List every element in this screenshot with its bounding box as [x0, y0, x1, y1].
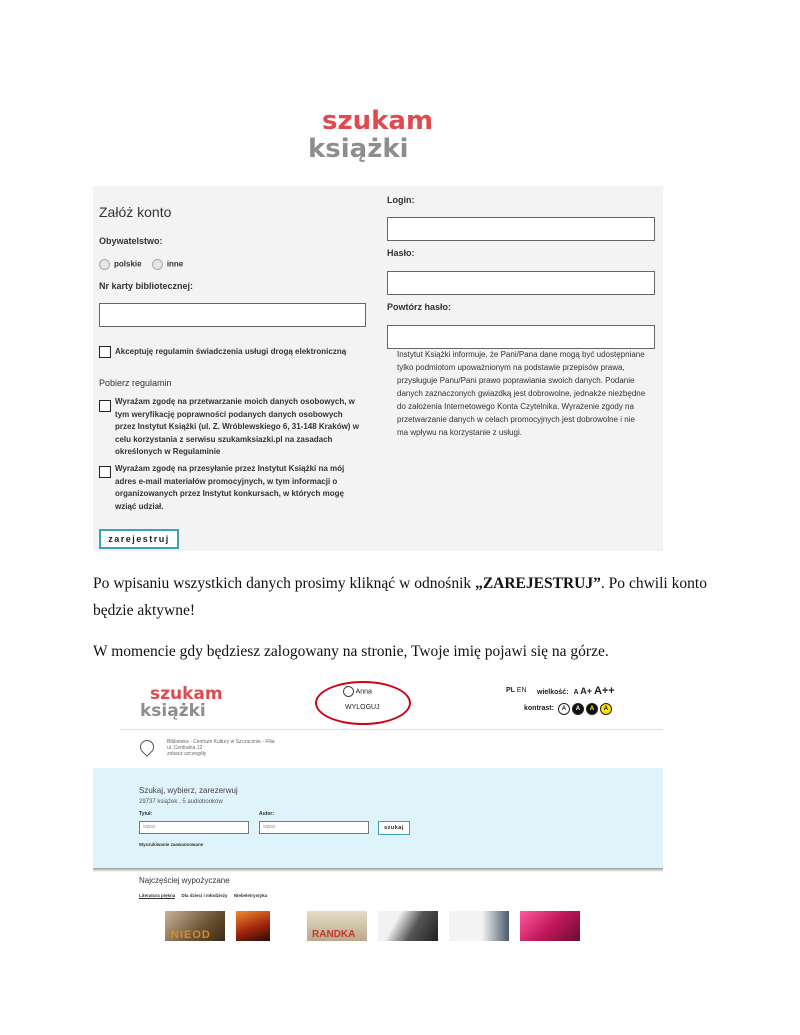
radio-polish-label: polskie	[114, 259, 142, 269]
contrast-black-yellow[interactable]: A	[586, 703, 598, 715]
highlight-circle	[315, 681, 411, 725]
login-label: Login:	[387, 195, 415, 205]
repeat-password-input[interactable]	[387, 325, 655, 349]
logout-link[interactable]: WYLOGUJ	[345, 704, 380, 711]
download-terms-link[interactable]: Pobierz regulamin	[99, 378, 172, 388]
advanced-search-link[interactable]: Wyszukiwanie zaawansowane	[139, 842, 204, 847]
search-button[interactable]: szukaj	[378, 821, 410, 835]
book-cover-6[interactable]	[520, 911, 580, 941]
password-input[interactable]	[387, 271, 655, 295]
font-size-controls	[537, 685, 615, 697]
library-address: ul. Centralna 12	[167, 745, 203, 751]
accept-terms-label: Akceptuję regulamin świadczenia usługi drogą elektroniczną	[115, 347, 347, 356]
search-title: Szukaj, wybierz, zarezerwuj	[139, 786, 238, 795]
accept-terms-checkbox[interactable]	[99, 346, 111, 358]
most-borrowed-tabs	[139, 893, 267, 898]
title-search-input[interactable]: wpisz	[139, 821, 249, 834]
font-size-label: wielkość:	[537, 689, 569, 696]
radio-other-label: inne	[166, 259, 184, 269]
password-label: Hasło:	[387, 248, 415, 258]
book-cover-3-title: RANDKA	[312, 929, 356, 940]
consent-marketing-checkbox[interactable]	[99, 466, 111, 478]
consent-data-label: Wyrażam zgodę na przetwarzanie moich danych osobowych, w tym weryfikację poprawności podanych danych osobowych przez Instytut Książki (ul. Z. Wróblewskiego 6, 31-148 Kraków) w celu korzystania z serwisu szukamksiazki.pl na zasadach określonych w Regulaminie	[115, 397, 359, 456]
citizenship-radios	[99, 259, 183, 270]
author-search-input[interactable]: wpisz	[259, 821, 369, 834]
card-number-label: Nr karty bibliotecznej:	[99, 281, 194, 291]
header-logo	[140, 686, 223, 720]
logged-in-paragraph: W momencie gdy będziesz zalogowany na stronie, Twoje imię pojawi się na górze.	[93, 643, 609, 660]
user-name: Anna	[355, 688, 372, 696]
book-cover-5[interactable]	[449, 911, 509, 941]
register-form-screenshot	[93, 186, 663, 551]
language-switch	[506, 687, 527, 694]
book-cover-1[interactable]	[165, 911, 225, 941]
consent-marketing-label: Wyrażam zgodę na przesyłanie przez Instytut Książki na mój adres e-mail materiałów promocyjnych, w tym informacji o organizowanych przez Instytut konkursach, w których mogę wziąć udział.	[115, 464, 345, 511]
title-label: Tytuł:	[139, 811, 153, 817]
collection-count: 29737 książek , 5 audiobooków	[139, 799, 223, 805]
register-button[interactable]: zarejestruj	[99, 529, 179, 549]
author-label: Autor:	[259, 811, 274, 817]
book-cover-2[interactable]	[236, 911, 270, 941]
radio-other[interactable]	[152, 259, 163, 270]
library-details-link[interactable]: zobacz szczegóły	[167, 751, 207, 757]
book-cover-1-title: NIEOD	[171, 929, 211, 941]
search-panel-shadow	[93, 868, 663, 872]
logo-line1: szukam	[322, 106, 434, 136]
library-name: Biblioteka - Centrum Kultury w Szczucznie - Filia	[167, 739, 275, 745]
tab-nonfiction[interactable]: Niebeletrystyka	[233, 893, 268, 898]
instruction-bold: „ZAREJESTRUJ”	[475, 575, 601, 592]
header-logo-line1: szukam	[150, 684, 223, 704]
instruction-text-a: Po wpisaniu wszystkich danych prosimy kliknąć w odnośnik	[93, 575, 476, 592]
most-borrowed-heading: Najczęściej wypożyczane	[139, 876, 230, 885]
header-divider	[120, 729, 663, 730]
consent-data-checkbox[interactable]	[99, 400, 111, 412]
tab-fiction[interactable]: Literatura piękna	[139, 893, 176, 898]
szukam-ksiazki-logo	[308, 108, 433, 162]
book-cover-4[interactable]	[378, 911, 438, 941]
search-panel	[93, 768, 663, 868]
login-input[interactable]	[387, 217, 655, 241]
instruction-text-b: . Po chwili konto będzie aktywne!	[93, 575, 707, 619]
card-number-input[interactable]	[99, 303, 366, 327]
instruction-paragraph	[93, 570, 707, 624]
logo-line2: książki	[308, 134, 409, 164]
font-size-medium[interactable]: A+	[580, 686, 592, 696]
tab-children[interactable]: Dla dzieci i młodzieży	[181, 893, 228, 898]
library-info	[167, 739, 275, 757]
font-size-large[interactable]: A++	[593, 685, 615, 697]
radio-polish[interactable]	[99, 259, 110, 270]
form-title: Załóż konto	[99, 204, 172, 220]
font-size-small[interactable]: A	[573, 689, 579, 696]
contrast-black-white[interactable]: A	[572, 703, 584, 715]
lang-en[interactable]: EN	[516, 687, 527, 694]
book-cover-3[interactable]	[307, 911, 367, 941]
location-pin-icon	[137, 737, 157, 757]
contrast-yellow-black[interactable]: A	[600, 703, 612, 715]
header-logo-line2: książki	[140, 701, 206, 721]
contrast-default[interactable]: A	[558, 703, 570, 715]
contrast-label: kontrast:	[524, 705, 554, 712]
repeat-password-label: Powtórz hasło:	[387, 302, 452, 312]
citizenship-label: Obywatelstwo:	[99, 236, 163, 246]
lang-pl[interactable]: PL	[506, 687, 515, 694]
contrast-controls	[524, 703, 612, 715]
privacy-info-text: Instytut Książki informuje, że Pani/Pana dane mogą być udostępniane tylko podmiotom upoważnionym na podstawie przepisów prawa, przysługuje Panu/Pani prawo poprawiania swoich danych. Podanie danych zaznaczonych gwiazdką jest dobrowolne, jednakże niezbędne do założenia Internetowego Konta Czytelnika. Wyrażenie zgody na przetwarzanie danych w celach promocyjnych jest dobrowolne i nie ma wpływu na korzystanie z usługi.	[397, 350, 646, 437]
